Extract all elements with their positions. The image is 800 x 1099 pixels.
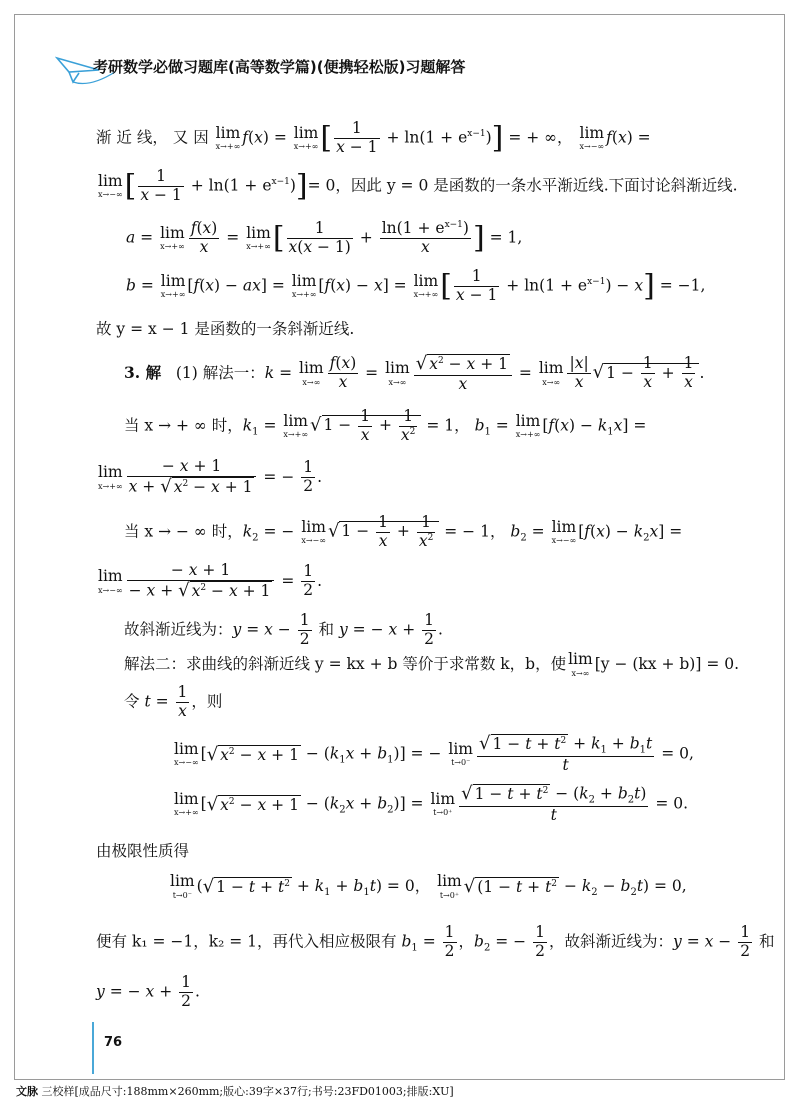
line-5	[96, 320, 354, 339]
fraction: $\frac{1}{2}$	[303, 562, 314, 600]
line-18: 便有 k₁ = −1，k₂ = 1，再代入相应极限有 $b_1$ = $\frac{1}{2}$ ，$b_2$ = − $\frac{1}{2}$ ，故斜渐近线为：y = x − $\frac{1}{2}$ 和	[96, 923, 775, 960]
text-and-2: 和	[759, 932, 775, 951]
print-footer	[16, 1083, 454, 1099]
fraction: $\frac{f(x)}{x}$	[190, 219, 218, 256]
line-14: lim x→−∞ [√ $x^2 - x + 1 - (k_1x + b_1)$] = − lim t→0⁻ $\frac{√ 1 - t + t^2 + k_1 + b_1t}{t}$ = 0,	[174, 733, 694, 774]
limit-expr: lim x→+∞	[160, 223, 185, 252]
line-b-formula: b = lim x→+∞ [f(x) − ax] = lim x→+∞ [f(x) − x] = lim x→+∞ [ $\frac{1}{x - 1}$ + $\ln(1 + e^{x-1}) - x] = -1$,	[126, 267, 706, 304]
limit-expr: lim x→∞	[538, 359, 564, 387]
line-16	[96, 842, 189, 861]
fraction: $\frac{1}{x - 1}$	[455, 267, 498, 304]
fraction: $\frac{1}{x - 1}$	[336, 119, 378, 156]
fraction: $\frac{1}{2}$	[740, 923, 751, 960]
limit-expr: lim x→−∞	[98, 171, 123, 200]
fraction: $\frac{√ x^2 - x + 1}{x}$	[414, 354, 512, 394]
limit-expr: lim t→0⁻	[448, 739, 474, 768]
footer-brand: 文脉	[16, 1085, 38, 1098]
line-10: lim x→−∞ $\frac{- x + 1}{- x + √ x^2 - x + 1}$ = $\frac{1}{2}$ .	[98, 561, 323, 601]
text-case-plus-inf: 当 x → + ∞ 时，	[124, 416, 243, 435]
line-a-formula: a = lim x→+∞ $\frac{f(x)}{x}$ = lim x→+∞ [ $\frac{1}{x(x - 1)}$ + $\frac{\ln(1 + e^{x-1})}{x}$ ] = 1,	[126, 219, 523, 256]
fraction: $\frac{1}{x(x - 1)}$	[288, 219, 351, 256]
fraction: $\frac{- x + 1}{x + √ x^2 - x + 1}$	[127, 458, 257, 498]
line-1: 渐 近 线， 又 因 lim x→+∞ f(x) = lim x→+∞ [ $\frac{1}{x - 1}$ + $\ln(1 + e^{x-1})$] = + ∞， lim x→−∞ f(x) =	[96, 119, 651, 156]
text-method-one: (1) 解法一：	[175, 363, 265, 382]
text-k1-value: = 1，	[426, 416, 470, 435]
limit-expr: lim x→∞	[385, 359, 410, 387]
line-6: 3. 解 (1) 解法一：k = lim x→∞ $\frac{f(x)}{x}$ = lim x→∞ $\frac{√ x^2 - x + 1}{x}$ = lim x→∞ $\frac{|x|}{x}$ √ 1 − $\frac{1}{x}$ + $\frac{1}{x}$ .	[124, 353, 705, 393]
text-and: 和	[318, 620, 335, 639]
page-header	[55, 52, 755, 86]
limit-expr: lim x→+∞	[160, 271, 186, 300]
page-number-bar	[92, 1022, 94, 1074]
limit-expr: lim x→+∞	[293, 123, 319, 152]
line-9: 当 x → − ∞ 时，$k_2$ = − lim x→−∞ √ 1 − $\frac{1}{x}$ + $\frac{1}{x^2}$ = − 1， $b_2 = \lim$ x→−∞ $[f(x) - k_2x]$ =	[124, 513, 683, 550]
page-number: 76	[104, 1035, 123, 1050]
line-8: lim x→+∞ $\frac{- x + 1}{x + √ x^2 - x + 1}$ = − $\frac{1}{2}$ .	[98, 457, 323, 497]
text-then: ，则	[191, 692, 223, 711]
limit-expr: lim x→+∞	[98, 463, 123, 491]
header-title: 考研数学必做习题库(高等数学篇)(便携轻松版)习题解答	[93, 58, 466, 76]
limit-expr: lim x→−∞	[579, 123, 605, 152]
line-13: 令 t = $\frac{1}{x}$ ，则	[124, 683, 223, 720]
limit-expr: lim t→0⁺	[437, 872, 462, 900]
fraction: $\frac{- x + 1}{- x + √ x^2 - x + 1}$	[127, 562, 275, 602]
text-oblique-asymptote: 故 y = x − 1 是函数的一条斜渐近线.	[96, 320, 355, 338]
limit-expr: lim t→0⁺	[430, 789, 456, 818]
limit-expr: lim x→−∞	[301, 517, 326, 546]
limit-expr: lim x→+∞	[291, 271, 317, 300]
text-method-two: 解法二：求曲线的斜渐近线 y = kx + b 等价于求常数 k，b，使	[124, 654, 567, 673]
limit-expr: lim x→+∞	[246, 223, 271, 252]
text-k2-value: = − 1，	[444, 522, 506, 541]
limit-expr: lim x→+∞	[515, 411, 541, 440]
solution-label: 3. 解	[124, 362, 162, 382]
fraction: $\frac{1}{2}$	[299, 611, 310, 648]
limit-expr: lim x→−∞	[98, 567, 123, 595]
limit-expr: lim x→+∞	[215, 123, 241, 152]
fraction: $\frac{√ 1 - t + t^2 + k_1 + b_1t}{t}$	[479, 733, 653, 774]
line-2: lim x→−∞ [ $\frac{1}{x - 1}$ + $\ln(1 + e^{x-1})]= 0$，因此 y = 0 是函数的一条水平渐近线.下面讨论斜渐近线.	[98, 167, 738, 204]
line-11: 故斜渐近线为：y = x − $\frac{1}{2}$ 和 y = − x + $\frac{1}{2}$ .	[124, 611, 443, 648]
footer-info: 三校样[成品尺寸:188mm×260mm;版心:39字×37行;书号:23FD01003;排版:XU]	[41, 1085, 454, 1098]
limit-expr: lim x→+∞	[283, 411, 309, 440]
line-12	[124, 652, 739, 678]
line-7: 当 x → + ∞ 时，$k_1 = \lim$ x→+∞ √ 1 − $\frac{1}{x}$ + $\frac{1}{x^2}$ = 1， $b_1 = \lim$ x→+∞ $[f(x) - k_1x]$ =	[124, 407, 647, 444]
limit-expr: lim x→−∞	[174, 739, 199, 768]
fraction: $\frac{1}{2}$	[303, 458, 314, 496]
text-asymptotes-result: ，故斜渐近线为：	[548, 932, 673, 951]
line-15: lim x→+∞ [√ $x^2 - x + 1 - (k_2x + b_2)] = \lim$ t→0⁺ $\frac{√ 1 - t + t^2 - (k_2 + b_2t)}{t}$ = 0.	[174, 783, 689, 824]
line-17: lim t→0⁻ (√ $1 - t + t^2 + k_1 + b_1t) = 0$， lim t→0⁺ √ $(1 - t + t^2 - k_2 - b_2t) = 0$,	[170, 872, 687, 900]
text-let: 令	[124, 692, 140, 711]
limit-expr: lim x→+∞	[413, 271, 439, 300]
fraction: $\frac{1}{2}$	[535, 923, 545, 960]
fraction: $\frac{1}{2}$	[444, 923, 455, 960]
fraction: $\frac{1}{2}$	[181, 973, 191, 1010]
fraction: $\frac{\ln(1 + e^{x-1})}{x}$	[381, 219, 469, 256]
text-k-values: 便有 k₁ = −1，k₂ = 1，再代入相应极限有	[96, 932, 397, 951]
limit-expr: lim x→−∞	[551, 517, 577, 546]
fraction: $\frac{1}{x - 1}$	[140, 167, 182, 204]
fraction: $\frac{|x|}{x}$	[569, 354, 589, 392]
fraction: $\frac{√ 1 - t + t^2 - (k_2 + b_2t)}{t}$	[461, 783, 647, 824]
fraction: $\frac{1}{x}$	[177, 683, 188, 720]
limit-expr: lim x→+∞	[174, 789, 199, 818]
limit-expr: lim x→∞	[568, 650, 593, 678]
text-case-minus-inf: 当 x → − ∞ 时，	[124, 522, 243, 541]
text-horizontal-asymptote: = 0，因此 y = 0 是函数的一条水平渐近线.下面讨论斜渐近线.	[307, 176, 738, 195]
fraction: $\frac{1}{2}$	[424, 611, 434, 648]
limit-expr: lim t→0⁻	[170, 872, 195, 900]
line-19: y = − x + $\frac{1}{2}$ .	[96, 973, 200, 1010]
text-equals-inf: = + ∞，	[508, 128, 573, 147]
text-limit-condition: [y − (kx + b)] = 0.	[594, 654, 740, 673]
text-asymptote-intro: 渐 近 线， 又 因	[96, 128, 209, 147]
text-asymptotes-are: 故斜渐近线为：	[124, 620, 233, 639]
fraction: $\frac{f(x)}{x}$	[329, 354, 357, 392]
limit-expr: lim x→∞	[299, 359, 324, 387]
text-limit-property: 由极限性质得	[96, 842, 190, 860]
